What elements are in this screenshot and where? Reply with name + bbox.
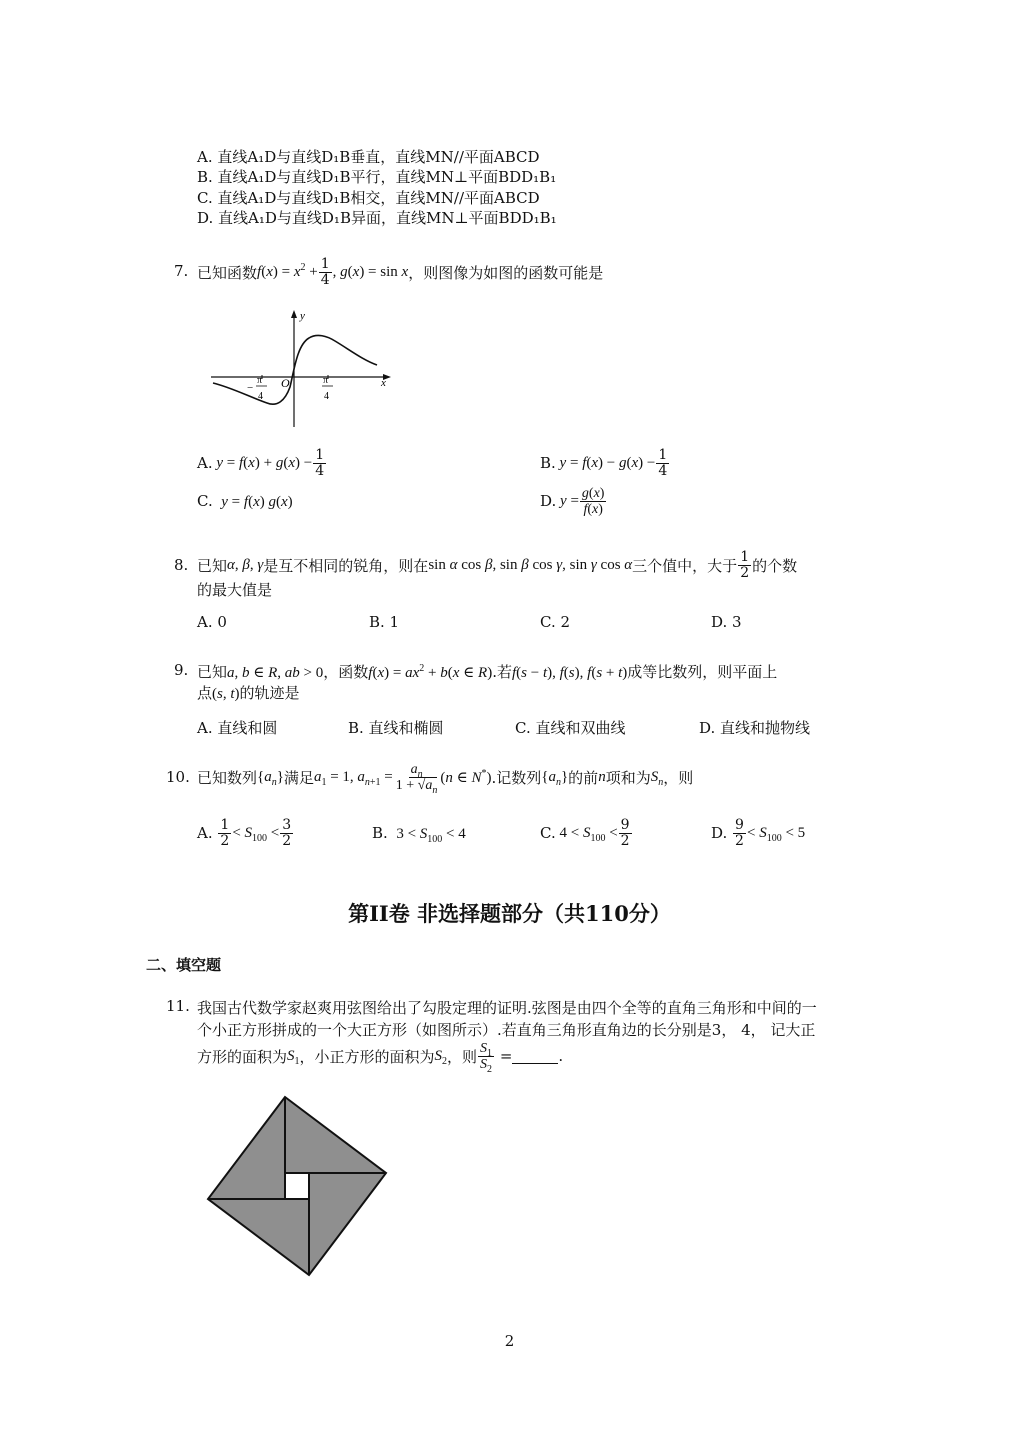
q10-option-d: D. $\frac{9}{2}$ < $S_{100} < 5$ <box>711 816 806 849</box>
q11-line2: 个小正方形拼成的一个大正方形（如图所示）.若直角三角形直角边的长分别是3， 4， 记大正 <box>197 1021 816 1039</box>
q7-stem-prefix: 已知函数 <box>197 263 258 282</box>
q8-option-d: D. 3 <box>711 613 742 631</box>
q7-frac-quarter: $\frac{1}{4}$ <box>320 255 330 288</box>
x-axis-label: x <box>381 377 386 389</box>
inner-small-square <box>285 1173 309 1199</box>
q11-number: 11. <box>166 997 190 1015</box>
q6-option-b: B. 直线A₁D与直线D₁B平行，直线MN⊥平面BDD₁B₁ <box>197 168 557 186</box>
section-title: 第II卷 非选择题部分（共110分） <box>348 901 671 926</box>
q8-number: 8. <box>174 556 189 574</box>
q9-option-d: D. 直线和抛物线 <box>699 719 811 737</box>
q9-stem-line1: 已知a, b ∈ R, ab > 0，函数$f(x) = ax^2 + b(x$ ∈ R).若f(s − t), f(s), f(s + t)成等比数列，则平面上 <box>197 663 778 681</box>
q7-stem-suffix: ，则图像为如图的函数可能是 <box>408 263 604 282</box>
q6-option-d: D. 直线A₁D与直线D₁B异面，直线MN⊥平面BDD₁B₁ <box>197 209 557 227</box>
q10-option-a: A. $\frac{1}{2}$ < $S_{100}$ < $\frac{3}{2}$ <box>197 816 292 849</box>
q7-option-d: D. y = $\frac{g(x)}{f(x)}$ <box>540 485 605 517</box>
neg-sign-label: − <box>247 382 254 394</box>
q9-number: 9. <box>174 661 189 679</box>
origin-label: O <box>281 376 290 390</box>
q8-option-b: B. 1 <box>369 613 400 631</box>
q6-option-c: C. 直线A₁D与直线D₁B相交，直线MN//平面ABCD <box>197 189 540 207</box>
q7-function-graph <box>205 305 400 430</box>
q8-option-c: C. 2 <box>540 613 571 631</box>
function-curve <box>213 335 377 404</box>
q7-option-b: B. y = f(x) − g(x) − $\frac{1}{4}$ <box>540 446 668 479</box>
q9-stem-line2: 点(s, t)的轨迹是 <box>197 684 300 702</box>
q6-option-a: A. 直线A₁D与直线D₁B垂直，直线MN//平面ABCD <box>197 148 540 166</box>
q8-stem-line2: 的最大值是 <box>197 581 273 599</box>
y-axis-label: y <box>300 310 305 322</box>
q8-stem-line1: 已知 α, β, γ 是互不相同的锐角，则在 sin α cos β, sin β cos γ, sin γ cos α 三个值中，大于 $\frac{1}{2}$ 的个数 <box>197 548 798 581</box>
q7-g-def: , g(x) = sin x <box>332 263 409 280</box>
page-number: 2 <box>504 1332 515 1350</box>
q11-string-diagram <box>200 1090 395 1280</box>
neg-pi4-num: π <box>257 375 263 386</box>
q7-f-def: $f(x) = x^2$ + <box>257 261 318 280</box>
q10-stem: 已知数列 $\{a_n\}$ 满足 $a_1 = 1$, $a_{n+1}$ = $\frac{a_n}{1 + √a_n}$ (n ∈ N*) .记数列 $\{a_n\}$ 的前 n 项和为 $S_n$ ，则 <box>197 761 694 796</box>
q10-option-c: C. $4 < S_{100}$ < $\frac{9}{2}$ <box>540 816 630 849</box>
q10-option-b: B. $3 < S_{100} < 4$ <box>372 824 466 845</box>
q9-option-b: B. 直线和椭圆 <box>348 719 444 737</box>
y-axis-arrow-icon <box>291 310 297 318</box>
pi4-num: π <box>323 375 329 386</box>
q7-number: 7. <box>174 262 189 280</box>
q7-stem <box>197 253 603 291</box>
q11-line3: 方形的面积为 $S_1$ ，小正方形的面积为 $S_2$ ，则 $\frac{S_1}{S_2}$ = . <box>197 1040 564 1075</box>
subsection-title: 二、填空题 <box>146 956 222 974</box>
pi4-den: 4 <box>324 391 329 402</box>
q9-option-c: C. 直线和双曲线 <box>515 719 626 737</box>
q11-line1: 我国古代数学家赵爽用弦图给出了勾股定理的证明.弦图是由四个全等的直角三角形和中间的一 <box>197 999 817 1017</box>
q9-option-a: A. 直线和圆 <box>197 719 278 737</box>
neg-pi4-den: 4 <box>258 391 263 402</box>
answer-blank[interactable] <box>512 1049 558 1064</box>
q7-option-c: C. y = f(x) g(x) <box>197 492 293 510</box>
q10-number: 10. <box>166 768 190 786</box>
q7-option-a: A. y = f(x) + g(x) − $\frac{1}{4}$ <box>197 446 325 479</box>
q8-option-a: A. 0 <box>197 613 227 631</box>
